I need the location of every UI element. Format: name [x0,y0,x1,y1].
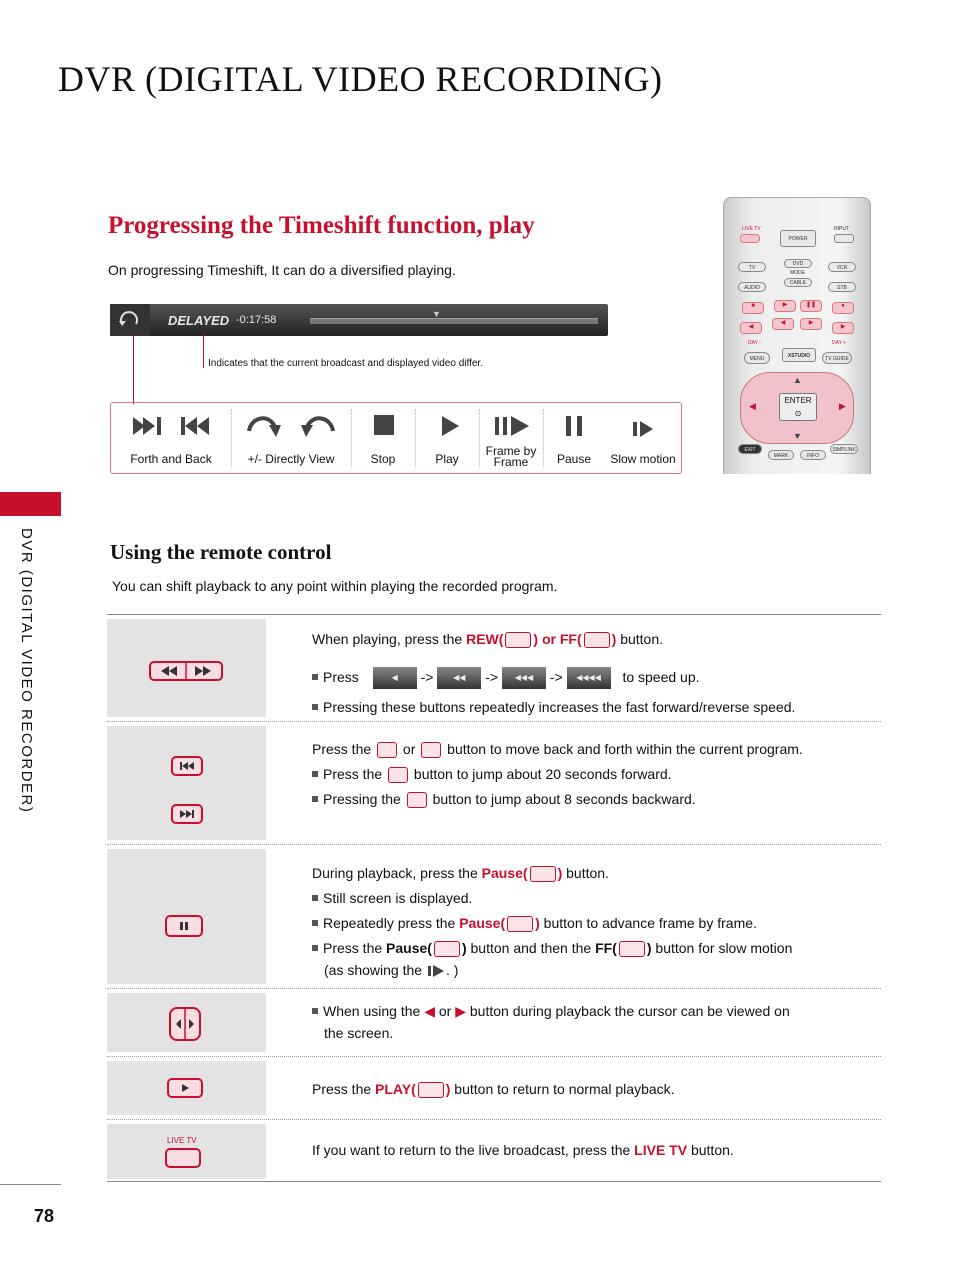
remote-tv-guide-button: TV GUIDE [822,352,852,364]
left-arrow-icon: ◀ [424,1003,435,1019]
remote-input-label: INPUT [834,226,849,232]
timeshift-icon [110,304,150,336]
position-marker-icon: ▼ [432,309,441,319]
section2-intro: You can shift playback to any point within playing the recorded program. [112,578,558,594]
remote-live-tv-button [740,234,760,243]
page-number: 78 [34,1206,55,1226]
legend-forth-back: Forth and Back [111,403,231,473]
remote-ff-button: ▶ [800,318,822,330]
row3-line3: Repeatedly press the Pause( ) button to advance frame by frame. [312,911,757,936]
row1-line1: When playing, press the REW( ) or FF( ) button. [312,631,664,647]
row-icon-cell [107,726,266,840]
remote-cable-button: CABLE [784,278,812,287]
play-icon [440,415,460,437]
jump-forward-icon [245,411,285,441]
row3-line1: During playback, press the Pause( ) button. [312,865,609,881]
remote-audio-button: AUDIO [738,282,766,292]
table-row [107,1120,881,1183]
remote-day-minus-label: DAY - [748,340,761,346]
pause-key-icon [165,915,203,937]
remote-xstudio-button: XSTUDIO [782,348,816,362]
row5-text: Press the PLAY( ) button to return to normal playback. [312,1081,675,1097]
row-icon-cell [107,993,266,1052]
remote-live-tv-label: LIVE TV [742,226,761,232]
table-row [107,989,881,1057]
remote-enter-button: ENTER ⊙ [779,393,817,421]
ff-icon [619,941,645,957]
remote-menu-button: MENU [744,352,770,364]
row6-text: If you want to return to the live broadcast, press the LIVE TV button. [312,1142,734,1158]
remote-control-illustration [723,197,871,474]
speed-1-icon: ◀ [373,667,417,689]
row4-line2: the screen. [324,1025,394,1041]
row2-line2: Press the button to jump about 20 seconds forward. [312,762,672,787]
remote-pause-button: ❚❚ [800,300,822,312]
legend-stop: Stop [351,403,415,473]
skip-forward-key-icon [171,804,203,824]
sidebar-chapter-label: DVR (DIGITAL VIDEO RECORDER) [18,528,35,814]
remote-stb-button: STB [828,282,856,292]
remote-rew-button: ◀ [772,318,794,330]
remote-day-plus-label: DAY + [832,340,847,346]
remote-record-button: ● [832,302,854,314]
frame-advance-icon [493,415,531,437]
stop-icon [374,415,394,435]
row3-line2: Still screen is displayed. [312,886,472,911]
remote-skip-forward-button: ▶ [832,322,854,334]
remote-vcr-button: VCR [828,262,856,272]
callout-line [203,334,204,368]
row3-line5: (as showing the . ) [324,962,459,978]
delayed-label: DELAYED [168,313,230,328]
remote-skip-back-button: ◀ [740,322,762,334]
remote-up-icon: ▲ [793,375,802,385]
row1-line2: Press ◀ -> ◀◀ -> ◀◀◀ -> ◀◀◀◀ to speed up. [312,665,700,690]
remote-dpad [740,372,854,444]
play-key-icon [167,1078,203,1098]
table-row [107,722,881,845]
row3-line4: Press the Pause( ) button and then the FF( ) button for slow motion [312,936,792,961]
intro-text: On progressing Timeshift, It can do a diversified playing. [108,262,456,278]
speed-4-icon: ◀◀◀◀ [567,667,611,689]
live-tv-icon-label: LIVE TV [167,1136,197,1145]
row-icon-cell [107,619,266,717]
legend-play: Play [415,403,479,473]
skip-back-icon [377,742,397,758]
footer-divider [0,1184,61,1185]
section2-title: Using the remote control [110,540,332,564]
row-icon-cell [107,849,266,984]
row1-line3: Pressing these buttons repeatedly increases the fast forward/reverse speed. [312,695,795,720]
skip-forward-icon [421,742,441,758]
rew-key-icon [505,632,531,648]
skip-back-icon [407,792,427,808]
rew-ff-key-icon [149,661,223,681]
legend-directly-view: +/- Directly View [231,403,351,473]
legend-pause: Pause [543,403,605,473]
legend-slow-motion: Slow motion [605,403,681,473]
remote-power-button: POWER [780,230,816,247]
slow-motion-icon [632,420,654,438]
row-icon-cell [107,1124,266,1179]
pause-icon [507,916,533,932]
remote-dvd-button: DVD [784,259,812,268]
speed-3-icon: ◀◀◀ [502,667,546,689]
table-row [107,615,881,722]
skip-back-key-icon [171,756,203,776]
page-title: DVR (DIGITAL VIDEO RECORDING) [58,59,663,99]
delay-time: -0:17:58 [236,314,277,326]
table-row [107,1057,881,1120]
remote-down-icon: ▼ [793,431,802,441]
remote-left-icon: ◀ [749,401,756,411]
remote-simplink-button: SIMPLINK [830,444,858,454]
remote-tv-button: TV [738,262,766,272]
skip-forward-icon [388,767,408,783]
remote-info-button: INFO [800,450,826,460]
section-tab [0,492,61,516]
speed-2-icon: ◀◀ [437,667,481,689]
remote-usage-table [107,614,881,1182]
callout-line [133,334,134,404]
row-icon-cell [107,1061,266,1115]
remote-play-button: ▶ [774,300,796,312]
skip-forward-icon [131,415,165,437]
pause-icon [530,866,556,882]
skip-back-icon [177,415,211,437]
play-icon [418,1082,444,1098]
callout-note: Indicates that the current broadcast and displayed video differ. [208,358,483,369]
legend-frame-by-frame: Frame by Frame [479,403,543,473]
left-right-key-icon [169,1007,201,1041]
remote-exit-button: EXIT [738,444,762,454]
pause-icon [434,941,460,957]
ff-key-icon [584,632,610,648]
right-arrow-icon: ▶ [455,1003,466,1019]
remote-mode-label: MODE [790,270,805,276]
remote-stop-button: ■ [742,302,764,314]
live-tv-key-icon [165,1148,201,1168]
jump-back-icon [297,411,337,441]
delay-status-bar [110,304,608,336]
pause-icon [565,415,583,437]
remote-input-button [834,234,854,243]
row2-line3: Pressing the button to jump about 8 seconds backward. [312,787,696,812]
remote-right-icon: ▶ [839,401,846,411]
slow-motion-icon [426,964,446,978]
row2-line1: Press the or button to move back and forth within the current program. [312,741,803,757]
section-title: Progressing the Timeshift function, play [108,212,535,239]
timeshift-track [310,318,598,324]
table-row [107,845,881,989]
remote-mark-button: MARK [768,450,794,460]
row4-line1: When using the ◀ or ▶ button during playback the cursor can be viewed on [312,999,790,1024]
control-legend [110,402,682,474]
